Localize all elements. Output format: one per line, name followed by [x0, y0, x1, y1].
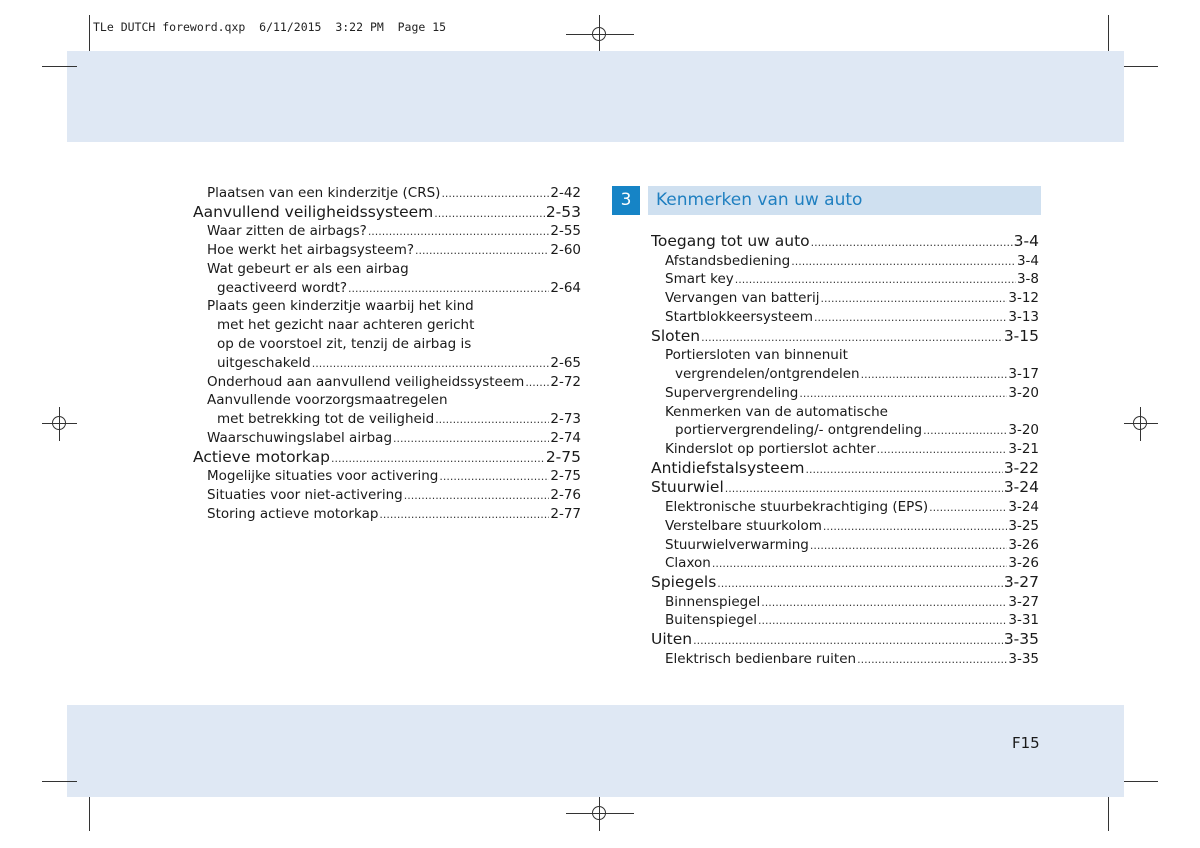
toc-entry-title: Storing actieve motorkap: [207, 505, 379, 522]
toc-entry-title: Actieve motorkap: [193, 447, 330, 466]
toc-entry[interactable]: [651, 308, 1039, 327]
toc-entry-page: 3-24: [1003, 478, 1039, 497]
dot-leader: [434, 204, 545, 223]
toc-entry-title: Smart key: [665, 271, 734, 288]
toc-entry-page: 2-60: [550, 242, 581, 259]
toc-entry-page: 2-77: [550, 505, 581, 522]
dot-leader: [805, 460, 1002, 479]
toc-entry-title: Situaties voor niet-activering: [207, 487, 403, 504]
toc-entry-title: Kinderslot op portierslot achter: [665, 441, 876, 458]
dot-leader: [811, 233, 1013, 252]
dot-leader: [799, 385, 1007, 403]
toc-entry[interactable]: [651, 517, 1039, 536]
toc-entry-page: 2-64: [550, 279, 581, 296]
toc-entry[interactable]: [651, 403, 1039, 422]
toc-entry-page: 3-21: [1008, 441, 1039, 458]
toc-entry[interactable]: [651, 650, 1039, 669]
dot-leader: [415, 242, 549, 260]
toc-entry-title: Aanvullend veiligheidssysteem: [193, 202, 434, 221]
toc-entry[interactable]: [193, 241, 581, 260]
toc-entry-title: Stuurwiel: [651, 478, 724, 497]
dot-leader: [368, 223, 550, 241]
toc-entry-title: Buitenspiegel: [665, 612, 758, 629]
toc-entry-title: Vervangen van batterij: [665, 290, 820, 307]
toc-entry[interactable]: [651, 536, 1039, 555]
toc-entry-page: 3-22: [1003, 458, 1039, 477]
toc-entry-page: 2-76: [550, 487, 581, 504]
toc-entry-title: Elektronische stuurbekrachtiging (EPS): [665, 498, 929, 515]
toc-entry-page: 2-73: [550, 411, 581, 428]
dot-leader: [439, 468, 549, 486]
toc-entry[interactable]: [651, 289, 1039, 308]
toc-entry-title: Verstelbare stuurkolom: [665, 517, 822, 534]
toc-entry-page: 2-72: [550, 373, 581, 390]
dot-leader: [791, 253, 1016, 271]
dot-leader: [861, 366, 1008, 384]
toc-entry-title: Wat gebeurt er als een airbag: [207, 260, 409, 277]
dot-leader: [717, 574, 1003, 593]
footer-band: [67, 705, 1124, 797]
toc-entry-page: 3-27: [1003, 573, 1039, 592]
toc-heading[interactable]: [651, 630, 1039, 650]
dot-leader: [820, 290, 1007, 308]
toc-entry[interactable]: [193, 184, 581, 203]
toc-entry[interactable]: [651, 498, 1039, 517]
toc-entry[interactable]: [193, 373, 581, 392]
toc-entry-title: Mogelijke situaties voor activering: [207, 468, 439, 485]
page-number: F15: [1012, 734, 1040, 752]
toc-entry-page: 3-15: [1003, 326, 1039, 345]
toc-entry[interactable]: [193, 354, 581, 373]
toc-entry[interactable]: [651, 554, 1039, 573]
dot-leader: [525, 374, 549, 392]
dot-leader: [441, 185, 549, 203]
header-band: [67, 51, 1124, 142]
toc-heading[interactable]: [651, 327, 1039, 347]
dot-leader: [761, 594, 1007, 612]
toc-entry-title: Antidiefstalsysteem: [651, 458, 805, 477]
toc-entry-page: 3-20: [1008, 422, 1039, 439]
toc-entry-page: 3-8: [1016, 271, 1039, 288]
toc-entry-page: 2-75: [550, 468, 581, 485]
toc-entry-title: Afstandsbediening: [665, 252, 791, 269]
chapter-title: Kenmerken van uw auto: [648, 186, 1041, 215]
toc-entry-page: 3-35: [1008, 650, 1039, 667]
toc-entry-page: 2-74: [550, 430, 581, 447]
toc-entry[interactable]: [651, 365, 1039, 384]
toc-entry[interactable]: [193, 429, 581, 448]
toc-entry[interactable]: [651, 593, 1039, 612]
toc-entry-title: met het gezicht naar achteren gericht: [217, 317, 475, 334]
toc-entry-title: uitgeschakeld: [217, 354, 311, 371]
toc-heading[interactable]: [193, 203, 581, 223]
toc-entry-title: Startblokkeersysteem: [665, 308, 813, 325]
toc-entry-title: vergrendelen/ontgrendelen: [675, 365, 860, 382]
toc-entry-title: Toegang tot uw auto: [651, 232, 810, 250]
dot-leader: [693, 631, 1003, 650]
dot-leader: [814, 309, 1007, 327]
toc-entry-page: 2-75: [545, 447, 581, 466]
toc-heading[interactable]: [651, 459, 1039, 479]
toc-entry-title: Uiten: [651, 630, 693, 649]
dot-leader: [312, 355, 550, 373]
toc-heading[interactable]: [651, 573, 1039, 593]
toc-entry-title: Elektrisch bedienbare ruiten: [665, 650, 857, 667]
toc-entry-page: 3-26: [1008, 536, 1039, 553]
toc-entry-page: 3-27: [1008, 593, 1039, 610]
toc-entry-title: Spiegels: [651, 573, 717, 592]
dot-leader: [810, 537, 1007, 555]
toc-entry-page: 3-4: [1013, 232, 1039, 250]
toc-entry[interactable]: [193, 505, 581, 524]
toc-entry-page: 3-13: [1008, 308, 1039, 325]
toc-entry-page: 3-31: [1008, 612, 1039, 629]
toc-entry-title: Kenmerken van de automatische: [665, 403, 888, 420]
toc-entry[interactable]: [651, 346, 1039, 365]
toc-right-column: [651, 232, 1039, 669]
toc-entry[interactable]: [193, 335, 581, 354]
dot-leader: [923, 422, 1007, 440]
toc-entry-title: Waar zitten de airbags?: [207, 223, 367, 240]
toc-entry-page: 2-55: [550, 223, 581, 240]
toc-entry-title: Stuurwielverwarming: [665, 536, 809, 553]
toc-entry-title: geactiveerd wordt?: [217, 279, 348, 296]
toc-entry-title: Plaats geen kinderzitje waarbij het kind: [207, 298, 474, 315]
toc-entry[interactable]: [651, 252, 1039, 271]
dot-leader: [393, 430, 549, 448]
dot-leader: [701, 328, 1003, 347]
dot-leader: [877, 441, 1008, 459]
dot-leader: [857, 651, 1007, 669]
dot-leader: [725, 479, 1003, 498]
toc-heading[interactable]: [193, 448, 581, 468]
toc-entry-title: Portiersloten van binnenuit: [665, 347, 848, 364]
toc-entry-page: 3-26: [1008, 555, 1039, 572]
dot-leader: [929, 499, 1007, 517]
toc-heading[interactable]: [651, 232, 1039, 252]
toc-entry-page: 3-20: [1008, 384, 1039, 401]
toc-entry[interactable]: [193, 222, 581, 241]
toc-entry-page: 3-24: [1008, 498, 1039, 515]
toc-entry[interactable]: [193, 279, 581, 298]
toc-entry-page: 3-17: [1008, 365, 1039, 382]
toc-entry-title: Onderhoud aan aanvullend veiligheidssysteem: [207, 373, 525, 390]
toc-entry[interactable]: [651, 611, 1039, 630]
toc-entry-title: op de voorstoel zit, tenzij de airbag is: [217, 336, 472, 353]
print-slug: TLe DUTCH foreword.qxp 6/11/2015 3:22 PM Page 15: [93, 20, 447, 34]
toc-entry-title: Binnenspiegel: [665, 593, 761, 610]
toc-entry-page: 2-53: [545, 202, 581, 221]
toc-entry-page: 2-42: [550, 185, 581, 201]
dot-leader: [735, 271, 1016, 289]
toc-entry-title: Sloten: [651, 326, 701, 345]
toc-entry-page: 3-25: [1008, 517, 1039, 534]
toc-entry[interactable]: [193, 316, 581, 335]
toc-left-column: [193, 184, 581, 524]
toc-heading[interactable]: [651, 478, 1039, 498]
toc-entry-title: Hoe werkt het airbagsysteem?: [207, 242, 415, 259]
toc-entry[interactable]: [193, 260, 581, 279]
toc-entry-page: 2-65: [550, 354, 581, 371]
toc-entry-title: Supervergrendeling: [665, 384, 799, 401]
toc-entry[interactable]: [193, 297, 581, 316]
toc-entry-title: Plaatsen van een kinderzitje (CRS): [207, 185, 441, 201]
toc-entry-title: Claxon: [665, 555, 711, 572]
toc-entry[interactable]: [651, 421, 1039, 440]
dot-leader: [823, 518, 1007, 536]
toc-entry-title: portiervergrendeling/- ontgrendeling: [675, 422, 923, 439]
toc-entry[interactable]: [651, 440, 1039, 459]
chapter-number: 3: [612, 186, 640, 215]
toc-entry-title: Aanvullende voorzorgsmaatregelen: [207, 392, 448, 409]
toc-entry-page: 3-35: [1003, 630, 1039, 649]
dot-leader: [331, 449, 545, 468]
toc-entry[interactable]: [193, 391, 581, 410]
dot-leader: [404, 487, 550, 505]
toc-entry-page: 3-4: [1016, 252, 1039, 269]
toc-entry[interactable]: [193, 467, 581, 486]
toc-entry[interactable]: [193, 486, 581, 505]
toc-entry[interactable]: [651, 384, 1039, 403]
dot-leader: [712, 555, 1008, 573]
toc-entry[interactable]: [651, 270, 1039, 289]
toc-entry[interactable]: [193, 410, 581, 429]
dot-leader: [758, 612, 1007, 630]
dot-leader: [435, 411, 549, 429]
toc-entry-title: met betrekking tot de veiligheid: [217, 411, 435, 428]
toc-entry-title: Waarschuwingslabel airbag: [207, 430, 393, 447]
dot-leader: [379, 506, 549, 524]
dot-leader: [348, 280, 549, 298]
toc-entry-page: 3-12: [1008, 290, 1039, 307]
